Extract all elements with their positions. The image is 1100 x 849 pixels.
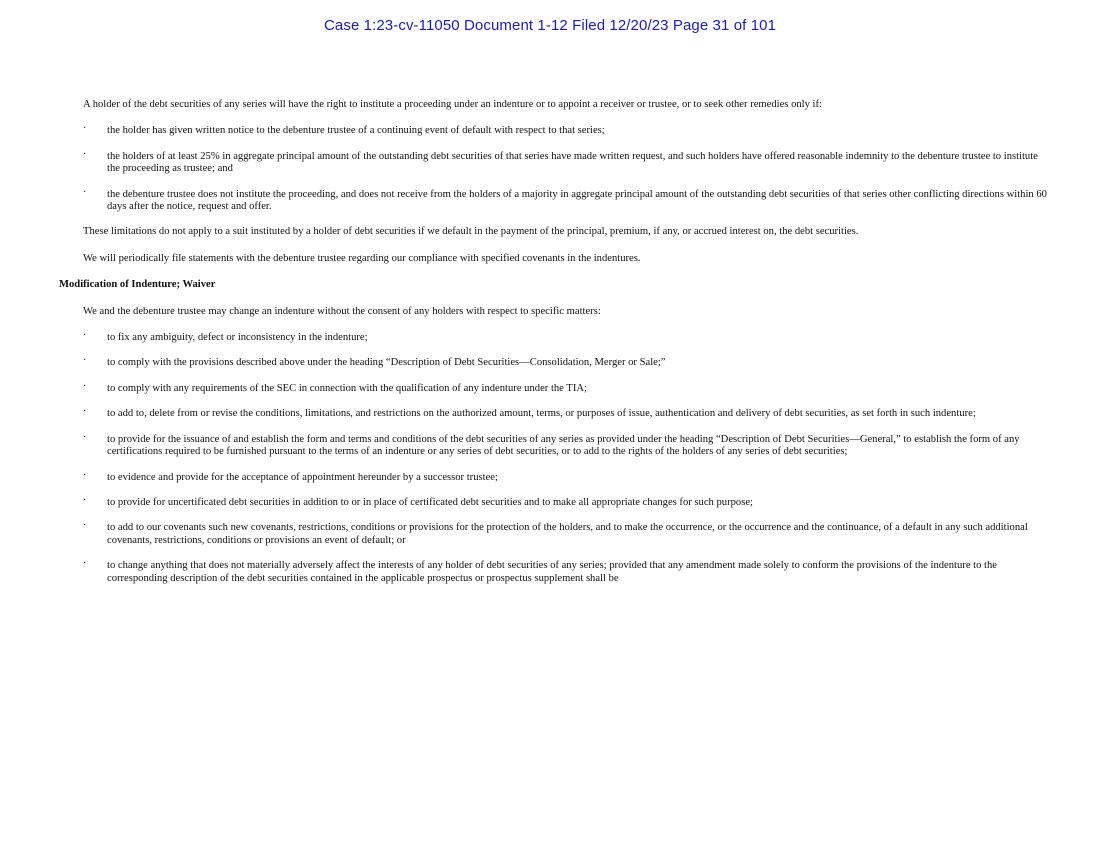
list-item xyxy=(59,494,1049,509)
bullet-icon: · xyxy=(83,469,87,481)
list-item-text: to evidence and provide for the acceptance of appointment hereunder by a successor trustee; xyxy=(107,471,498,483)
list-item xyxy=(59,522,1049,547)
list-item-text: the holders of at least 25% in aggregate principal amount of the outstanding debt securities of that series have made written request, and such holders have offered reasonable indemnity to the debenture trustee to institute the proceeding as trustee; and xyxy=(107,150,1038,175)
list-item xyxy=(59,560,1049,585)
list-item xyxy=(59,408,1049,420)
bullet-icon: · xyxy=(83,148,87,160)
list-item xyxy=(59,431,1049,459)
bullet-icon: · xyxy=(83,330,87,342)
paragraph-remedies: A holder of the debt securities of any series will have the right to institute a proceeding under an indenture or to appoint a receiver or trustee, or to seek other remedies only if: xyxy=(83,99,822,110)
list-item-text: to comply with the provisions described above under the heading “Description of Debt Securities—Consolidation, Merger or Sale;” xyxy=(107,357,666,369)
list-item xyxy=(59,148,1049,176)
bullet-icon: · xyxy=(83,186,87,198)
bullet-icon: · xyxy=(83,123,87,135)
bullet-icon: · xyxy=(83,558,87,570)
bullet-icon: · xyxy=(83,380,87,392)
list-item xyxy=(59,469,1049,484)
list-item-text: to provide for the issuance of and establish the form and terms and conditions of the debt securities of any series as provided under the heading “Description of Debt Securities—General,” to establish the form of any certifications required to be furnished pursuant to the terms of an indenture or any series of debt securities, or to add to the rights of the holders of any series of debt securities; xyxy=(107,433,1020,458)
bullet-icon: · xyxy=(83,431,87,443)
list-item-text: to fix any ambiguity, defect or inconsistency in the indenture; xyxy=(107,332,368,344)
bullet-icon: · xyxy=(83,494,87,506)
list-item-text: to change anything that does not materially adversely affect the interests of any holder of debt securities of any series; provided that any amendment made solely to conform the provisions of the indenture to the corresponding description of the debt securities contained in the applicable prospectus or prospectus supplement shall be xyxy=(107,560,998,584)
list-item xyxy=(59,380,1049,395)
list-item-text: to add to, delete from or revise the conditions, limitations, and restrictions on the authorized amount, terms, or purposes of issue, authentication and delivery of debt securities, as set forth in such indenture; xyxy=(107,408,976,420)
paragraph-limitations: These limitations do not apply to a suit instituted by a holder of debt securities if we default in the payment of the principal, premium, if any, or accrued interest on, the debt securities. xyxy=(83,226,859,238)
paragraph-modification: We and the debenture trustee may change an indenture without the consent of any holders with respect to specific matters: xyxy=(83,305,601,317)
bullet-icon: · xyxy=(83,520,87,532)
list-item xyxy=(59,357,1049,369)
list-item-text: the holder has given written notice to the debenture trustee of a continuing event of default with respect to that series; xyxy=(107,125,605,137)
document-body xyxy=(59,99,1049,598)
list-item xyxy=(59,332,1049,344)
list-item-text: to comply with any requirements of the SEC in connection with the qualification of any indenture under the TIA; xyxy=(107,382,587,394)
bullet-list-conditions xyxy=(59,125,1049,213)
list-item-text: the debenture trustee does not institute the proceeding, and does not receive from the holders of a majority in aggregate principal amount of the outstanding debt securities of that series other conflicting directions within 60 days after the notice, request and offer. xyxy=(107,188,1047,213)
bullet-list-modifications xyxy=(59,332,1049,585)
paragraph-statements: We will periodically file statements with the debenture trustee regarding our compliance with specified covenants in the indentures. xyxy=(83,252,641,264)
bullet-icon: · xyxy=(83,406,87,418)
case-header: Case 1:23-cv-11050 Document 1-12 Filed 12/20/23 Page 31 of 101 xyxy=(323,17,777,34)
section-heading: Modification of Indenture; Waiver xyxy=(59,279,216,291)
list-item xyxy=(59,125,1049,137)
bullet-icon: · xyxy=(83,355,87,367)
list-item-text: to add to our covenants such new covenants, restrictions, conditions or provisions for the protection of the holders, and to make the occurrence, or the occurrence and the continuance, of a default in any such additional covenants, restrictions, conditions or provisions an event of default; or xyxy=(107,522,1028,546)
list-item-text: to provide for uncertificated debt securities in addition to or in place of certificated debt securities and to make all appropriate changes for such purpose; xyxy=(107,496,753,508)
list-item xyxy=(59,186,1049,214)
